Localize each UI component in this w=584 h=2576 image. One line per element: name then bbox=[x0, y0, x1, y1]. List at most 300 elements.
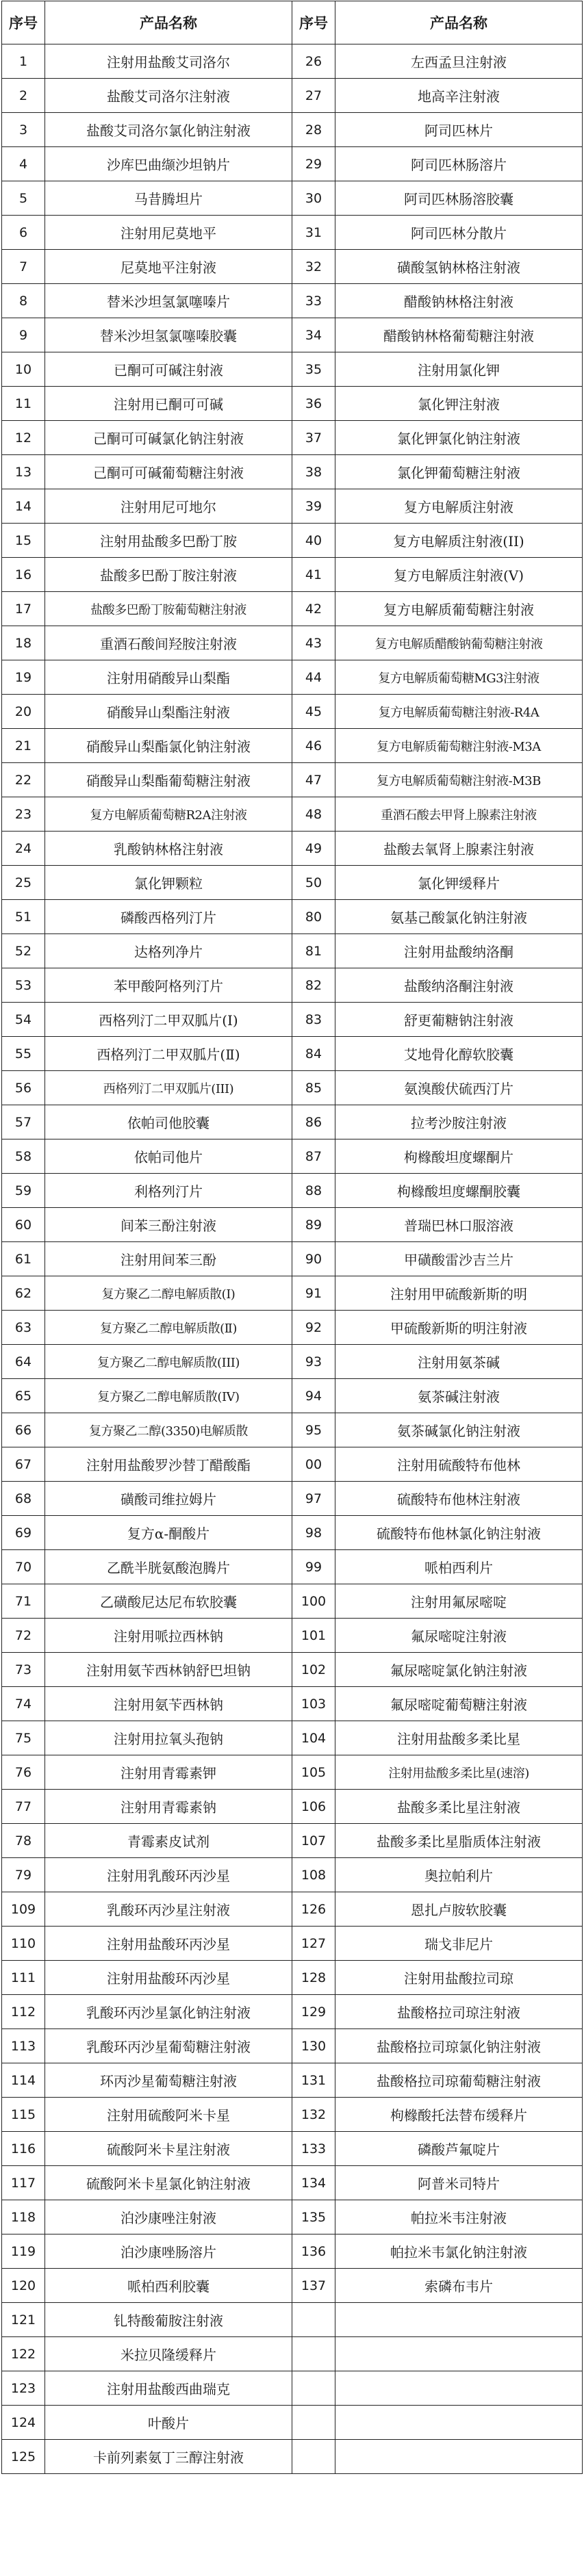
product-name-right bbox=[335, 2406, 583, 2440]
row-number-right: 136 bbox=[292, 2234, 335, 2269]
product-name-left: 复方聚乙二醇(3350)电解质散 bbox=[45, 1413, 292, 1447]
table-row bbox=[2, 524, 583, 558]
product-table bbox=[1, 1, 583, 2474]
table-row bbox=[2, 1653, 583, 1687]
row-number-left: 15 bbox=[2, 524, 45, 558]
row-number-left: 69 bbox=[2, 1516, 45, 1550]
product-name-left: 西格列汀二甲双胍片(I) bbox=[45, 1003, 292, 1037]
row-number-right: 90 bbox=[292, 1242, 335, 1276]
product-name-left: 硝酸异山梨酯氯化钠注射液 bbox=[45, 729, 292, 763]
product-name-left: 泊沙康唑注射液 bbox=[45, 2200, 292, 2234]
product-name-left: 复方聚乙二醇电解质散(III) bbox=[45, 1345, 292, 1379]
product-name-right: 注射用氟尿嘧啶 bbox=[335, 1584, 583, 1619]
product-name-left: 磷酸西格列汀片 bbox=[45, 900, 292, 934]
product-name-left: 乳酸钠林格注射液 bbox=[45, 832, 292, 866]
row-number-left: 58 bbox=[2, 1139, 45, 1174]
row-number-left: 113 bbox=[2, 2029, 45, 2063]
product-name-left: 利格列汀片 bbox=[45, 1174, 292, 1208]
product-name-right: 盐酸格拉司琼注射液 bbox=[335, 1995, 583, 2029]
row-number-left: 54 bbox=[2, 1003, 45, 1037]
product-name-right: 索磷布韦片 bbox=[335, 2269, 583, 2303]
product-name-left: 西格列汀二甲双胍片(Ⅱ) bbox=[45, 1037, 292, 1071]
row-number-left: 4 bbox=[2, 147, 45, 181]
product-name-right: 阿普米司特片 bbox=[335, 2166, 583, 2200]
product-name-left: 注射用已酮可可碱 bbox=[45, 387, 292, 421]
row-number-right: 105 bbox=[292, 1755, 335, 1790]
row-number-right: 137 bbox=[292, 2269, 335, 2303]
row-number-right: 85 bbox=[292, 1071, 335, 1105]
product-name-right: 注射用盐酸多柔比星 bbox=[335, 1721, 583, 1755]
table-row bbox=[2, 216, 583, 250]
product-name-left: 注射用盐酸艾司洛尔 bbox=[45, 44, 292, 79]
product-name-right: 帕拉米韦氯化钠注射液 bbox=[335, 2234, 583, 2269]
row-number-left: 5 bbox=[2, 181, 45, 216]
product-name-right: 盐酸纳洛酮注射液 bbox=[335, 968, 583, 1003]
product-name-right: 枸橼酸坦度螺酮片 bbox=[335, 1139, 583, 1174]
table-row bbox=[2, 2132, 583, 2166]
row-number-left: 124 bbox=[2, 2406, 45, 2440]
product-name-right bbox=[335, 2371, 583, 2406]
table-row bbox=[2, 1345, 583, 1379]
row-number-left: 10 bbox=[2, 352, 45, 387]
table-row bbox=[2, 387, 583, 421]
row-number-right: 133 bbox=[292, 2132, 335, 2166]
row-number-right: 37 bbox=[292, 421, 335, 455]
table-row bbox=[2, 1276, 583, 1311]
table-row bbox=[2, 1619, 583, 1653]
product-name-right: 复方电解质醋酸钠葡萄糖注射液 bbox=[335, 626, 583, 660]
table-row bbox=[2, 626, 583, 660]
row-number-right: 89 bbox=[292, 1208, 335, 1242]
table-row bbox=[2, 2440, 583, 2474]
product-name-left: 复方聚乙二醇电解质散(I) bbox=[45, 1276, 292, 1311]
product-name-left: 环丙沙星葡萄糖注射液 bbox=[45, 2063, 292, 2098]
table-row bbox=[2, 318, 583, 352]
row-number-right: 44 bbox=[292, 660, 335, 695]
product-name-left: 乳酸环丙沙星葡萄糖注射液 bbox=[45, 2029, 292, 2063]
table-row bbox=[2, 455, 583, 489]
product-name-right: 醋酸钠林格葡萄糖注射液 bbox=[335, 318, 583, 352]
table-row bbox=[2, 284, 583, 318]
product-name-left: 替米沙坦氢氯噻嗪胶囊 bbox=[45, 318, 292, 352]
product-name-right: 注射用甲硫酸新斯的明 bbox=[335, 1276, 583, 1311]
row-number-left: 122 bbox=[2, 2337, 45, 2371]
header-no-left: 序号 bbox=[2, 1, 45, 44]
row-number-right: 32 bbox=[292, 250, 335, 284]
product-name-left: 注射用盐酸环丙沙星 bbox=[45, 1961, 292, 1995]
row-number-right: 107 bbox=[292, 1824, 335, 1858]
row-number-right: 29 bbox=[292, 147, 335, 181]
product-name-left: 盐酸艾司洛尔注射液 bbox=[45, 79, 292, 113]
product-name-right: 硫酸特布他林注射液 bbox=[335, 1482, 583, 1516]
product-name-right: 氯化钾注射液 bbox=[335, 387, 583, 421]
table-row bbox=[2, 1961, 583, 1995]
product-name-left: 盐酸多巴酚丁胺葡萄糖注射液 bbox=[45, 592, 292, 626]
table-row bbox=[2, 1687, 583, 1721]
product-name-right: 注射用氨茶碱 bbox=[335, 1345, 583, 1379]
product-name-left: 磺酸司维拉姆片 bbox=[45, 1482, 292, 1516]
row-number-right: 00 bbox=[292, 1447, 335, 1482]
table-row bbox=[2, 866, 583, 900]
row-number-right: 39 bbox=[292, 489, 335, 524]
row-number-left: 115 bbox=[2, 2098, 45, 2132]
product-name-right: 复方电解质葡萄糖注射液-R4A bbox=[335, 695, 583, 729]
row-number-right: 93 bbox=[292, 1345, 335, 1379]
product-name-right bbox=[335, 2303, 583, 2337]
row-number-right: 127 bbox=[292, 1927, 335, 1961]
row-number-right: 27 bbox=[292, 79, 335, 113]
product-name-right: 注射用盐酸拉司琼 bbox=[335, 1961, 583, 1995]
product-name-left: 注射用尼莫地平 bbox=[45, 216, 292, 250]
product-name-left: 青霉素皮试剂 bbox=[45, 1824, 292, 1858]
table-row bbox=[2, 1139, 583, 1174]
table-row bbox=[2, 592, 583, 626]
table-row bbox=[2, 2269, 583, 2303]
product-name-right: 磺酸氢钠林格注射液 bbox=[335, 250, 583, 284]
product-name-left: 马昔腾坦片 bbox=[45, 181, 292, 216]
row-number-right: 134 bbox=[292, 2166, 335, 2200]
product-name-right: 恩扎卢胺软胶囊 bbox=[335, 1892, 583, 1927]
table-row bbox=[2, 1242, 583, 1276]
row-number-left: 13 bbox=[2, 455, 45, 489]
table-row bbox=[2, 1003, 583, 1037]
product-name-right: 舒更葡糖钠注射液 bbox=[335, 1003, 583, 1037]
row-number-right: 88 bbox=[292, 1174, 335, 1208]
row-number-left: 24 bbox=[2, 832, 45, 866]
table-row bbox=[2, 763, 583, 797]
row-number-left: 76 bbox=[2, 1755, 45, 1790]
product-name-left: 注射用盐酸罗沙替丁醋酸酯 bbox=[45, 1447, 292, 1482]
row-number-left: 2 bbox=[2, 79, 45, 113]
product-name-right bbox=[335, 2337, 583, 2371]
product-name-left: 乳酸环丙沙星注射液 bbox=[45, 1892, 292, 1927]
row-number-left: 55 bbox=[2, 1037, 45, 1071]
product-name-right: 阿司匹林片 bbox=[335, 113, 583, 147]
row-number-right: 129 bbox=[292, 1995, 335, 2029]
row-number-left: 111 bbox=[2, 1961, 45, 1995]
product-name-left: 卡前列素氨丁三醇注射液 bbox=[45, 2440, 292, 2474]
table-row bbox=[2, 489, 583, 524]
product-name-left: 注射用尼可地尔 bbox=[45, 489, 292, 524]
row-number-right: 126 bbox=[292, 1892, 335, 1927]
row-number-left: 22 bbox=[2, 763, 45, 797]
row-number-left: 59 bbox=[2, 1174, 45, 1208]
product-name-left: 西格列汀二甲双胍片(III) bbox=[45, 1071, 292, 1105]
row-number-left: 17 bbox=[2, 592, 45, 626]
row-number-left: 116 bbox=[2, 2132, 45, 2166]
table-row bbox=[2, 44, 583, 79]
table-row bbox=[2, 1447, 583, 1482]
table-row bbox=[2, 1995, 583, 2029]
product-name-left: 已酮可可碱注射液 bbox=[45, 352, 292, 387]
product-name-right: 氟尿嘧啶氯化钠注射液 bbox=[335, 1653, 583, 1687]
table-row bbox=[2, 934, 583, 968]
product-name-left: 盐酸多巴酚丁胺注射液 bbox=[45, 558, 292, 592]
row-number-left: 114 bbox=[2, 2063, 45, 2098]
product-name-left: 重酒石酸间羟胺注射液 bbox=[45, 626, 292, 660]
row-number-right: 45 bbox=[292, 695, 335, 729]
row-number-right: 82 bbox=[292, 968, 335, 1003]
row-number-right: 46 bbox=[292, 729, 335, 763]
row-number-left: 20 bbox=[2, 695, 45, 729]
row-number-left: 16 bbox=[2, 558, 45, 592]
product-name-right: 盐酸多柔比星注射液 bbox=[335, 1790, 583, 1824]
product-name-left: 米拉贝隆缓释片 bbox=[45, 2337, 292, 2371]
row-number-left: 73 bbox=[2, 1653, 45, 1687]
table-row bbox=[2, 1037, 583, 1071]
row-number-right: 43 bbox=[292, 626, 335, 660]
row-number-right: 91 bbox=[292, 1276, 335, 1311]
product-name-left: 注射用拉氧头孢钠 bbox=[45, 1721, 292, 1755]
row-number-left: 7 bbox=[2, 250, 45, 284]
product-name-left: 依帕司他胶囊 bbox=[45, 1105, 292, 1139]
product-name-left: 注射用硫酸阿米卡星 bbox=[45, 2098, 292, 2132]
product-name-left: 复方聚乙二醇电解质散(IV) bbox=[45, 1379, 292, 1413]
row-number-right: 131 bbox=[292, 2063, 335, 2098]
product-name-right: 艾地骨化醇软胶囊 bbox=[335, 1037, 583, 1071]
table-row bbox=[2, 2234, 583, 2269]
table-row bbox=[2, 1824, 583, 1858]
row-number-left: 23 bbox=[2, 797, 45, 832]
row-number-left: 57 bbox=[2, 1105, 45, 1139]
row-number-left: 112 bbox=[2, 1995, 45, 2029]
product-name-right: 奥拉帕利片 bbox=[335, 1858, 583, 1892]
product-name-left: 复方电解质葡萄糖R2A注射液 bbox=[45, 797, 292, 832]
row-number-left: 74 bbox=[2, 1687, 45, 1721]
row-number-right: 130 bbox=[292, 2029, 335, 2063]
product-name-left: 沙库巴曲缬沙坦钠片 bbox=[45, 147, 292, 181]
table-row bbox=[2, 797, 583, 832]
row-number-right: 95 bbox=[292, 1413, 335, 1447]
row-number-left: 8 bbox=[2, 284, 45, 318]
product-name-left: 注射用氨苄西林钠 bbox=[45, 1687, 292, 1721]
header-name-right: 产品名称 bbox=[335, 1, 583, 44]
row-number-right: 94 bbox=[292, 1379, 335, 1413]
table-row bbox=[2, 2029, 583, 2063]
row-number-left: 68 bbox=[2, 1482, 45, 1516]
row-number-right: 80 bbox=[292, 900, 335, 934]
product-name-left: 乳酸环丙沙星氯化钠注射液 bbox=[45, 1995, 292, 2029]
row-number-right: 108 bbox=[292, 1858, 335, 1892]
row-number-right: 87 bbox=[292, 1139, 335, 1174]
product-name-left: 注射用氨苄西林钠舒巴坦钠 bbox=[45, 1653, 292, 1687]
row-number-right: 49 bbox=[292, 832, 335, 866]
header-row bbox=[2, 1, 583, 44]
row-number-right: 97 bbox=[292, 1482, 335, 1516]
row-number-right: 132 bbox=[292, 2098, 335, 2132]
table-row bbox=[2, 2371, 583, 2406]
row-number-right: 104 bbox=[292, 1721, 335, 1755]
row-number-right: 102 bbox=[292, 1653, 335, 1687]
row-number-right: 31 bbox=[292, 216, 335, 250]
product-name-right: 枸橼酸坦度螺酮胶囊 bbox=[335, 1174, 583, 1208]
product-name-left: 复方聚乙二醇电解质散(Ⅱ) bbox=[45, 1311, 292, 1345]
row-number-left: 51 bbox=[2, 900, 45, 934]
table-row bbox=[2, 250, 583, 284]
product-name-right: 复方电解质注射液(II) bbox=[335, 524, 583, 558]
table-row bbox=[2, 421, 583, 455]
row-number-left: 61 bbox=[2, 1242, 45, 1276]
row-number-right bbox=[292, 2406, 335, 2440]
row-number-left: 12 bbox=[2, 421, 45, 455]
product-name-right: 阿司匹林肠溶胶囊 bbox=[335, 181, 583, 216]
row-number-left: 63 bbox=[2, 1311, 45, 1345]
product-name-left: 盐酸艾司洛尔氯化钠注射液 bbox=[45, 113, 292, 147]
row-number-right: 38 bbox=[292, 455, 335, 489]
product-name-right: 地高辛注射液 bbox=[335, 79, 583, 113]
row-number-left: 21 bbox=[2, 729, 45, 763]
row-number-right: 48 bbox=[292, 797, 335, 832]
table-row bbox=[2, 1311, 583, 1345]
product-name-left: 泊沙康唑肠溶片 bbox=[45, 2234, 292, 2269]
product-name-right: 甲硫酸新斯的明注射液 bbox=[335, 1311, 583, 1345]
product-name-right: 帕拉米韦注射液 bbox=[335, 2200, 583, 2234]
row-number-right: 42 bbox=[292, 592, 335, 626]
row-number-left: 19 bbox=[2, 660, 45, 695]
table-row bbox=[2, 558, 583, 592]
row-number-right: 103 bbox=[292, 1687, 335, 1721]
table-row bbox=[2, 729, 583, 763]
row-number-left: 119 bbox=[2, 2234, 45, 2269]
product-name-left: 注射用硝酸异山梨酯 bbox=[45, 660, 292, 695]
product-name-right: 阿司匹林肠溶片 bbox=[335, 147, 583, 181]
product-name-left: 间苯三酚注射液 bbox=[45, 1208, 292, 1242]
row-number-right: 30 bbox=[292, 181, 335, 216]
row-number-left: 52 bbox=[2, 934, 45, 968]
row-number-right: 35 bbox=[292, 352, 335, 387]
row-number-left: 70 bbox=[2, 1550, 45, 1584]
product-name-right: 拉考沙胺注射液 bbox=[335, 1105, 583, 1139]
product-name-right: 复方电解质葡萄糖注射液 bbox=[335, 592, 583, 626]
row-number-left: 78 bbox=[2, 1824, 45, 1858]
table-row bbox=[2, 1550, 583, 1584]
row-number-left: 120 bbox=[2, 2269, 45, 2303]
row-number-left: 9 bbox=[2, 318, 45, 352]
product-name-right bbox=[335, 2440, 583, 2474]
table-row bbox=[2, 1927, 583, 1961]
product-name-left: 钆特酸葡胺注射液 bbox=[45, 2303, 292, 2337]
row-number-right bbox=[292, 2337, 335, 2371]
table-row bbox=[2, 968, 583, 1003]
row-number-right: 86 bbox=[292, 1105, 335, 1139]
table-row bbox=[2, 2098, 583, 2132]
row-number-left: 11 bbox=[2, 387, 45, 421]
table-row bbox=[2, 1105, 583, 1139]
row-number-right: 92 bbox=[292, 1311, 335, 1345]
product-name-left: 硝酸异山梨酯注射液 bbox=[45, 695, 292, 729]
row-number-right: 135 bbox=[292, 2200, 335, 2234]
row-number-left: 71 bbox=[2, 1584, 45, 1619]
table-row bbox=[2, 2063, 583, 2098]
row-number-left: 64 bbox=[2, 1345, 45, 1379]
product-name-left: 注射用间苯三酚 bbox=[45, 1242, 292, 1276]
row-number-left: 117 bbox=[2, 2166, 45, 2200]
product-name-right: 醋酸钠林格注射液 bbox=[335, 284, 583, 318]
row-number-left: 14 bbox=[2, 489, 45, 524]
product-name-left: 注射用盐酸多巴酚丁胺 bbox=[45, 524, 292, 558]
row-number-left: 53 bbox=[2, 968, 45, 1003]
table-row bbox=[2, 352, 583, 387]
row-number-left: 66 bbox=[2, 1413, 45, 1447]
table-row bbox=[2, 2337, 583, 2371]
product-name-right: 复方电解质注射液 bbox=[335, 489, 583, 524]
row-number-left: 6 bbox=[2, 216, 45, 250]
product-name-right: 瑞戈非尼片 bbox=[335, 1927, 583, 1961]
table-row bbox=[2, 79, 583, 113]
table-row bbox=[2, 1721, 583, 1755]
row-number-left: 79 bbox=[2, 1858, 45, 1892]
row-number-left: 56 bbox=[2, 1071, 45, 1105]
table-row bbox=[2, 1413, 583, 1447]
product-name-left: 达格列净片 bbox=[45, 934, 292, 968]
product-name-right: 甲磺酸雷沙吉兰片 bbox=[335, 1242, 583, 1276]
table-row bbox=[2, 2200, 583, 2234]
product-name-right: 盐酸去氧肾上腺素注射液 bbox=[335, 832, 583, 866]
table-row bbox=[2, 1379, 583, 1413]
product-name-left: 苯甲酸阿格列汀片 bbox=[45, 968, 292, 1003]
row-number-right: 98 bbox=[292, 1516, 335, 1550]
product-name-right: 盐酸格拉司琼葡萄糖注射液 bbox=[335, 2063, 583, 2098]
product-name-right: 硫酸特布他林氯化钠注射液 bbox=[335, 1516, 583, 1550]
row-number-left: 72 bbox=[2, 1619, 45, 1653]
table-row bbox=[2, 832, 583, 866]
row-number-right: 33 bbox=[292, 284, 335, 318]
row-number-right bbox=[292, 2371, 335, 2406]
table-row bbox=[2, 900, 583, 934]
row-number-right: 50 bbox=[292, 866, 335, 900]
row-number-left: 25 bbox=[2, 866, 45, 900]
row-number-left: 118 bbox=[2, 2200, 45, 2234]
product-name-right: 阿司匹林分散片 bbox=[335, 216, 583, 250]
table-row bbox=[2, 2303, 583, 2337]
row-number-left: 75 bbox=[2, 1721, 45, 1755]
product-name-right: 氨溴酸伏硫西汀片 bbox=[335, 1071, 583, 1105]
row-number-right bbox=[292, 2440, 335, 2474]
header-name-left: 产品名称 bbox=[45, 1, 292, 44]
row-number-left: 67 bbox=[2, 1447, 45, 1482]
product-name-right: 复方电解质葡萄糖注射液-M3B bbox=[335, 763, 583, 797]
table-row bbox=[2, 147, 583, 181]
product-name-left: 复方α-酮酸片 bbox=[45, 1516, 292, 1550]
product-name-left: 乙磺酸尼达尼布软胶囊 bbox=[45, 1584, 292, 1619]
product-name-left: 注射用盐酸西曲瑞克 bbox=[45, 2371, 292, 2406]
row-number-right: 41 bbox=[292, 558, 335, 592]
product-name-left: 注射用哌拉西林钠 bbox=[45, 1619, 292, 1653]
product-name-left: 己酮可可碱氯化钠注射液 bbox=[45, 421, 292, 455]
table-row bbox=[2, 1208, 583, 1242]
product-name-right: 氯化钾氯化钠注射液 bbox=[335, 421, 583, 455]
product-name-right: 普瑞巴林口服溶液 bbox=[335, 1208, 583, 1242]
row-number-right: 84 bbox=[292, 1037, 335, 1071]
row-number-left: 77 bbox=[2, 1790, 45, 1824]
table-row bbox=[2, 1892, 583, 1927]
row-number-right: 81 bbox=[292, 934, 335, 968]
product-name-right: 盐酸格拉司琼氯化钠注射液 bbox=[335, 2029, 583, 2063]
product-name-right: 氨茶碱氯化钠注射液 bbox=[335, 1413, 583, 1447]
product-name-right: 复方电解质葡萄糖MG3注射液 bbox=[335, 660, 583, 695]
header-no-right: 序号 bbox=[292, 1, 335, 44]
row-number-left: 3 bbox=[2, 113, 45, 147]
row-number-right: 106 bbox=[292, 1790, 335, 1824]
product-name-right: 注射用硫酸特布他林 bbox=[335, 1447, 583, 1482]
row-number-right: 26 bbox=[292, 44, 335, 79]
product-name-right: 磷酸芦氟啶片 bbox=[335, 2132, 583, 2166]
table-row bbox=[2, 1584, 583, 1619]
product-name-right: 复方电解质注射液(V) bbox=[335, 558, 583, 592]
product-name-right: 注射用盐酸多柔比星(速溶) bbox=[335, 1755, 583, 1790]
row-number-right: 47 bbox=[292, 763, 335, 797]
product-name-left: 注射用乳酸环丙沙星 bbox=[45, 1858, 292, 1892]
